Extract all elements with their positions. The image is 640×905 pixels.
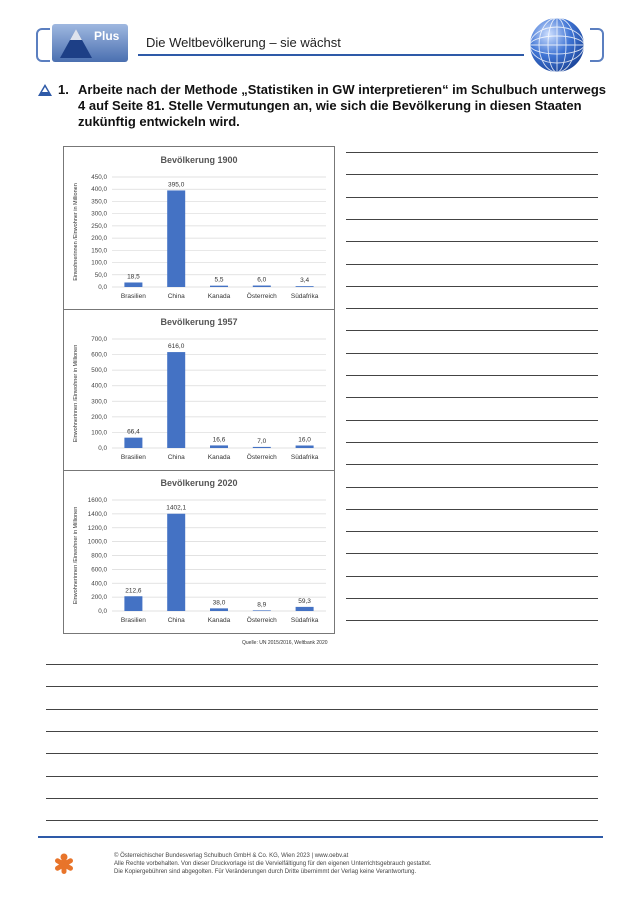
y-tick-label: 50,0 <box>94 271 107 279</box>
y-tick-label: 0,0 <box>98 608 107 615</box>
plus-logo <box>52 24 128 62</box>
x-tick-label: Brasilien <box>120 454 146 461</box>
footer-text <box>114 852 594 876</box>
answer-line <box>346 219 598 220</box>
logo-text: Plus <box>94 29 120 43</box>
answer-line <box>346 174 598 175</box>
x-tick-label: Südafrika <box>290 293 319 300</box>
y-tick-label: 350,0 <box>91 198 107 206</box>
y-tick-label: 0,0 <box>98 284 107 291</box>
y-tick-label: 600,0 <box>91 566 107 574</box>
answer-line <box>346 598 598 599</box>
x-tick-label: Kanada <box>207 293 231 300</box>
bar <box>210 445 228 448</box>
page-title: Die Weltbevölkerung – sie wächst <box>146 35 341 50</box>
answer-line <box>46 820 598 821</box>
answer-line <box>346 197 598 198</box>
y-tick-label: 1400,0 <box>87 510 107 518</box>
y-tick-label: 700,0 <box>91 336 107 343</box>
task-text: Arbeite nach der Methode „Statistiken in GW interpretieren“ im Schulbuch unterwegs 4 auf Seite 81. Stelle Vermutungen an, wie sich die Bevölkerung in diesen Staaten zukünftig entwickeln wird. <box>78 82 607 129</box>
y-tick-label: 300,0 <box>91 210 107 218</box>
publisher-logo <box>52 852 76 878</box>
answer-line <box>346 308 598 309</box>
x-tick-label: Brasilien <box>120 617 146 624</box>
data-label: 616,0 <box>168 343 185 351</box>
data-label: 5,5 <box>214 276 224 284</box>
x-tick-label: China <box>167 617 185 624</box>
y-tick-label: 200,0 <box>91 235 107 243</box>
data-label: 59,3 <box>298 597 311 605</box>
bar <box>253 286 271 287</box>
answer-line <box>346 330 598 331</box>
answer-line <box>346 397 598 398</box>
chart-title: Bevölkerung 1957 <box>160 317 238 327</box>
x-tick-label: Österreich <box>246 617 277 624</box>
data-label: 18,5 <box>127 273 140 281</box>
answer-line <box>346 509 598 510</box>
bar <box>124 596 142 611</box>
data-label: 7,0 <box>257 437 267 445</box>
x-tick-label: Südafrika <box>290 454 319 461</box>
x-tick-label: Kanada <box>207 617 231 624</box>
globe-icon <box>528 16 586 74</box>
bar <box>210 608 228 611</box>
answer-line <box>346 553 598 554</box>
y-tick-label: 800,0 <box>91 552 107 560</box>
footer-disclaimer: Die Kopiergebühren sind abgegolten. Für Veränderungen durch Dritte übernimmt der Verlag keine Verantwortung. <box>114 869 417 875</box>
bar <box>167 514 185 611</box>
y-axis-label: Einwohnerinnen /Einwohner in Millionen <box>73 344 79 443</box>
bar <box>296 607 314 611</box>
task-number: 1. <box>58 82 69 97</box>
y-tick-label: 1000,0 <box>87 538 107 546</box>
bar <box>210 286 228 287</box>
bar <box>124 438 142 448</box>
data-label: 212,6 <box>125 587 142 595</box>
y-tick-label: 100,0 <box>91 259 107 267</box>
bar <box>296 446 314 448</box>
answer-line <box>346 286 598 287</box>
y-tick-label: 200,0 <box>91 594 107 602</box>
x-tick-label: Südafrika <box>290 617 319 624</box>
data-label: 6,0 <box>257 276 267 284</box>
task-triangle-icon <box>38 84 52 96</box>
answer-line <box>346 531 598 532</box>
answer-line <box>46 664 598 665</box>
x-tick-label: Brasilien <box>120 293 146 300</box>
answer-line <box>46 753 598 754</box>
y-axis-label: Einwohnerinnen /Einwohner in Millionen <box>73 506 79 605</box>
y-tick-label: 400,0 <box>91 580 107 588</box>
data-label: 16,6 <box>212 436 226 444</box>
y-tick-label: 300,0 <box>91 398 107 406</box>
bar <box>253 610 271 611</box>
y-tick-label: 100,0 <box>91 429 107 437</box>
y-tick-label: 600,0 <box>91 351 107 359</box>
y-tick-label: 250,0 <box>91 222 107 230</box>
y-tick-label: 450,0 <box>91 174 107 181</box>
answer-line <box>346 620 598 621</box>
y-tick-label: 150,0 <box>91 247 107 255</box>
bar <box>167 352 185 448</box>
answer-line <box>346 576 598 577</box>
x-tick-label: Kanada <box>207 454 231 461</box>
y-tick-label: 500,0 <box>91 367 107 375</box>
y-tick-label: 1200,0 <box>87 524 107 532</box>
answer-line <box>346 420 598 421</box>
answer-line <box>346 442 598 443</box>
answer-line <box>46 731 598 732</box>
x-tick-label: China <box>167 454 185 461</box>
y-tick-label: 400,0 <box>91 186 107 194</box>
answer-line <box>346 464 598 465</box>
data-label: 66,4 <box>127 428 140 436</box>
charts-frame <box>63 146 335 634</box>
footer-rights: Alle Rechte vorbehalten. Von dieser Druckvorlage ist die Vervielfältigung für den eigenen Unterrichtsgebrauch gestattet. <box>114 861 432 867</box>
bar <box>167 190 185 287</box>
answer-line <box>46 776 598 777</box>
data-label: 8,9 <box>257 601 267 609</box>
data-label: 38,0 <box>212 599 226 607</box>
answer-line <box>346 353 598 354</box>
answer-line <box>46 709 598 710</box>
y-tick-label: 400,0 <box>91 382 107 390</box>
bar <box>296 286 314 287</box>
y-tick-label: 200,0 <box>91 413 107 421</box>
answer-line <box>346 487 598 488</box>
header-underline <box>138 54 524 56</box>
y-tick-label: 1600,0 <box>87 497 107 504</box>
answer-line <box>346 241 598 242</box>
chart-title: Bevölkerung 1900 <box>160 155 238 165</box>
footer-copyright: © Österreichischer Bundesverlag Schulbuch GmbH & Co. KG, Wien 2023 | www.oebv.at <box>114 853 349 859</box>
answer-line <box>46 686 598 687</box>
x-tick-label: Österreich <box>246 293 277 300</box>
data-label: 395,0 <box>168 181 185 189</box>
answer-line <box>346 152 598 153</box>
answer-line <box>346 264 598 265</box>
answer-line <box>46 798 598 799</box>
chart-title: Bevölkerung 2020 <box>160 478 238 488</box>
answer-line <box>346 375 598 376</box>
source-note: Quelle: UN 2015/2016, Weltbank 2020 <box>242 640 328 646</box>
bar <box>124 282 142 287</box>
data-label: 16,0 <box>298 436 311 444</box>
footer-line <box>38 836 603 838</box>
y-tick-label: 0,0 <box>98 445 107 452</box>
data-label: 1402,1 <box>166 504 187 512</box>
x-tick-label: China <box>167 293 185 300</box>
population-charts <box>64 147 334 633</box>
data-label: 3,4 <box>300 277 310 285</box>
y-axis-label: Einwohnerinnen /Einwohner in Millionen <box>73 183 79 281</box>
bar <box>253 447 271 448</box>
x-tick-label: Österreich <box>246 454 277 461</box>
